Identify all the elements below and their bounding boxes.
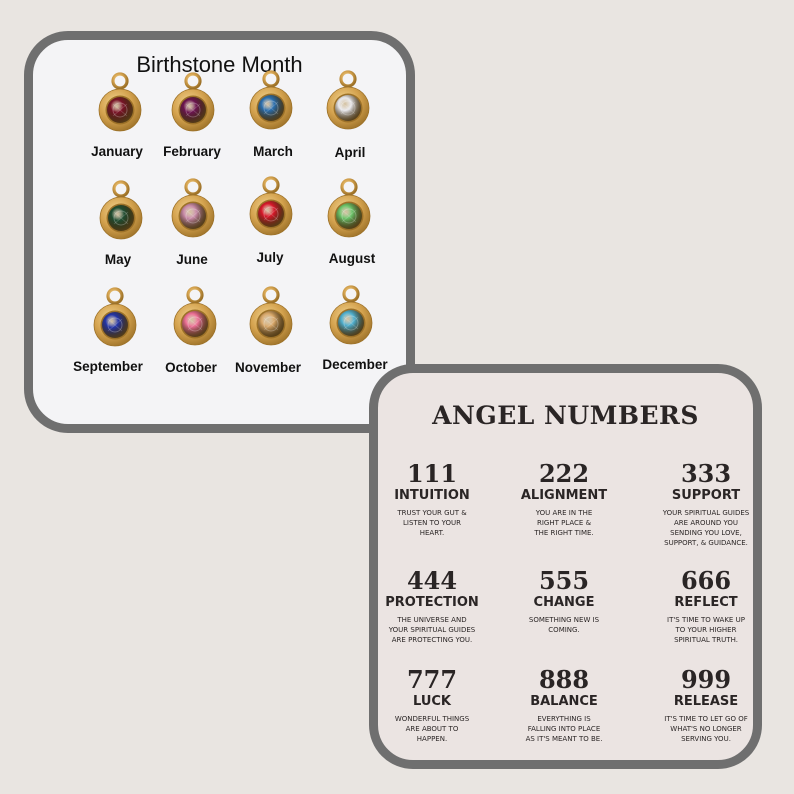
description-line: TO YOUR HIGHER — [675, 626, 737, 634]
description-line: ARE PROTECTING YOU. — [391, 636, 473, 644]
month-label-september: September — [73, 359, 143, 374]
angel-number-555 — [502, 568, 626, 635]
angel-number-meaning: ALIGNMENT — [520, 488, 608, 503]
month-label-june: June — [176, 252, 208, 267]
angel-number-meaning: RELEASE — [673, 694, 739, 709]
month-label-april: April — [334, 145, 366, 160]
angel-number-111 — [370, 461, 494, 538]
angel-number-value: 444 — [406, 566, 458, 595]
charm-april — [320, 70, 376, 134]
month-label-december: December — [322, 357, 388, 372]
angel-number-value: 111 — [406, 459, 458, 488]
charm-october — [167, 286, 223, 350]
birthstone-title: Birthstone Month — [136, 52, 303, 77]
description-line: RIGHT PLACE & — [536, 519, 592, 527]
description-line: HEART. — [419, 529, 445, 537]
angel-number-description — [502, 714, 626, 744]
charm-march — [243, 70, 299, 134]
charm-december — [323, 285, 379, 349]
angel-number-meaning: PROTECTION — [385, 595, 479, 610]
charm-june — [165, 178, 221, 242]
description-line: FALLING INTO PLACE — [527, 725, 601, 733]
charm-august — [321, 178, 377, 242]
angel-number-value: 222 — [538, 459, 590, 488]
month-label-october: October — [165, 360, 217, 375]
angel-number-meaning: INTUITION — [394, 488, 470, 503]
description-line: THE UNIVERSE AND — [397, 616, 467, 624]
description-line: ARE AROUND YOU — [674, 519, 738, 527]
angel-number-value: 777 — [406, 665, 458, 694]
angel-number-222 — [502, 461, 626, 538]
description-line: THE RIGHT TIME. — [534, 529, 594, 537]
charm-july — [243, 176, 299, 240]
angel-number-777 — [370, 667, 494, 744]
description-line: SPIRITUAL TRUTH. — [674, 636, 738, 644]
description-line: WHAT'S NO LONGER — [670, 725, 742, 733]
month-label-august: August — [328, 251, 376, 266]
description-line: YOU ARE IN THE — [535, 509, 593, 517]
angel-number-description — [644, 508, 762, 548]
angel-number-333 — [644, 461, 762, 548]
angel-number-meaning: BALANCE — [530, 694, 598, 709]
description-line: COMING. — [548, 626, 580, 634]
description-line: ARE ABOUT TO — [405, 725, 459, 733]
description-line: SERVING YOU. — [681, 735, 731, 743]
charm-february — [165, 72, 221, 136]
angel-number-description — [502, 508, 626, 538]
angel-number-meaning: CHANGE — [533, 595, 595, 610]
angel-number-value: 666 — [680, 566, 732, 595]
month-label-february: February — [163, 144, 221, 159]
month-label-march: March — [253, 144, 293, 159]
angel-number-888 — [502, 667, 626, 744]
angel-number-description — [370, 714, 494, 744]
month-label-november: November — [234, 360, 302, 375]
description-line: IT'S TIME TO WAKE UP — [667, 616, 745, 624]
angel-number-444 — [370, 568, 494, 645]
angel-number-666 — [644, 568, 762, 645]
angel-number-description — [370, 508, 494, 538]
angel-number-value: 555 — [538, 566, 590, 595]
month-label-july: July — [256, 250, 284, 265]
angel-number-description — [370, 615, 494, 645]
charm-may — [93, 180, 149, 244]
description-line: WONDERFUL THINGS — [394, 715, 470, 723]
charm-november — [243, 286, 299, 350]
angel-number-value: 333 — [680, 459, 732, 488]
description-line: HAPPEN. — [416, 735, 448, 743]
angel-number-meaning: LUCK — [413, 694, 451, 709]
birthstone-card — [24, 31, 415, 433]
angel-number-description — [502, 615, 626, 635]
description-line: SENDING YOU LOVE, — [670, 529, 742, 537]
angel-number-value: 888 — [538, 665, 590, 694]
month-label-may: May — [104, 252, 132, 267]
angel-number-meaning: REFLECT — [674, 595, 738, 610]
angel-number-meaning: SUPPORT — [671, 488, 741, 503]
description-line: LISTEN TO YOUR — [403, 519, 461, 527]
description-line: SOMETHING NEW IS — [528, 616, 600, 624]
description-line: AS IT'S MEANT TO BE. — [525, 735, 603, 743]
charm-january — [92, 72, 148, 136]
description-line: IT'S TIME TO LET GO OF — [664, 715, 748, 723]
angel-numbers-title: ANGEL NUMBERS — [432, 401, 699, 430]
description-line: SUPPORT, & GUIDANCE. — [664, 539, 748, 547]
charm-september — [87, 287, 143, 351]
description-line: EVERYTHING IS — [537, 715, 591, 723]
description-line: YOUR SPIRITUAL GUIDES — [662, 509, 750, 517]
angel-number-description — [644, 714, 762, 744]
description-line: TRUST YOUR GUT & — [397, 509, 467, 517]
month-label-january: January — [91, 144, 143, 159]
angel-numbers-card — [369, 364, 762, 769]
description-line: YOUR SPIRITUAL GUIDES — [388, 626, 476, 634]
angel-number-description — [644, 615, 762, 645]
angel-number-999 — [644, 667, 762, 744]
angel-number-value: 999 — [680, 665, 732, 694]
